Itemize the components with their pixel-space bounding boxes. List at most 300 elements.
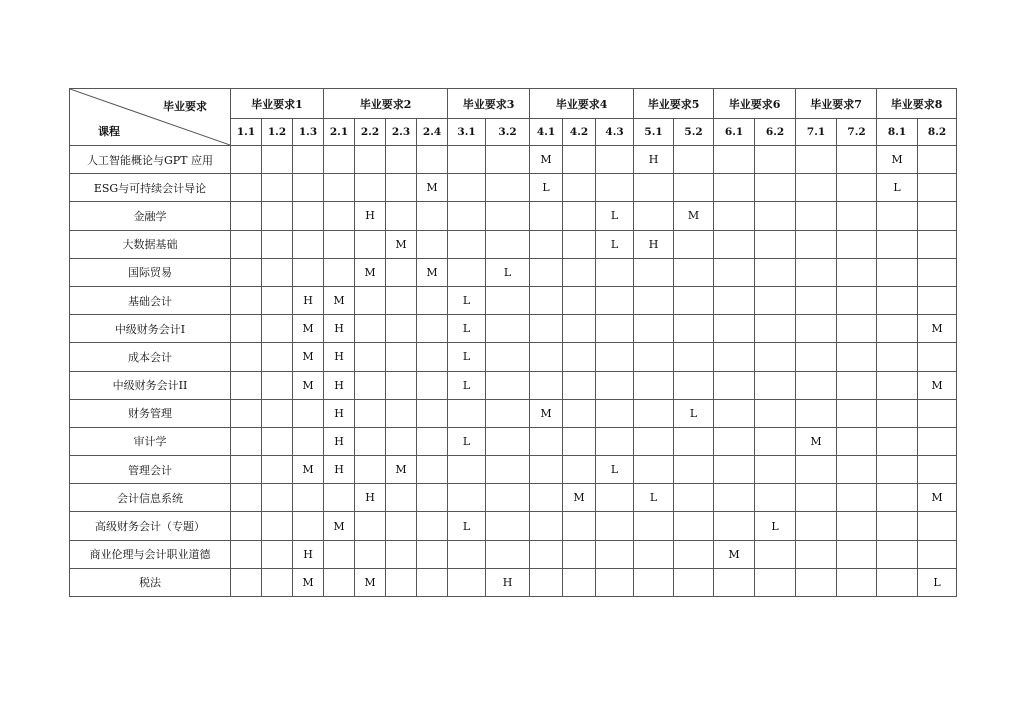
table-row xyxy=(70,343,957,371)
support-level-cell xyxy=(877,512,918,540)
requirement-group-header: 毕业要求2 xyxy=(324,89,448,119)
support-level-cell xyxy=(262,427,293,455)
support-level-cell xyxy=(231,484,262,512)
requirement-group-header: 毕业要求3 xyxy=(448,89,530,119)
support-level-cell xyxy=(262,202,293,230)
support-level-cell xyxy=(714,286,755,314)
support-level-cell: M xyxy=(386,230,417,258)
support-level-cell xyxy=(530,456,563,484)
sub-requirement-header: 2.3 xyxy=(386,119,417,146)
support-level-cell xyxy=(755,456,796,484)
table-row xyxy=(70,371,957,399)
support-level-cell xyxy=(231,202,262,230)
sub-requirement-header: 8.2 xyxy=(918,119,957,146)
support-level-cell xyxy=(324,146,355,174)
support-level-cell xyxy=(877,202,918,230)
sub-requirement-header: 2.4 xyxy=(417,119,448,146)
support-level-cell xyxy=(634,399,674,427)
course-name-cell: 财务管理 xyxy=(70,399,231,427)
support-level-cell: M xyxy=(530,399,563,427)
support-level-cell xyxy=(293,512,324,540)
support-level-cell xyxy=(796,568,837,596)
support-level-cell xyxy=(530,512,563,540)
support-level-cell xyxy=(386,343,417,371)
support-level-cell xyxy=(530,258,563,286)
support-level-cell xyxy=(355,286,386,314)
requirement-group-header: 毕业要求5 xyxy=(634,89,714,119)
support-level-cell xyxy=(877,484,918,512)
support-level-cell xyxy=(755,399,796,427)
support-level-cell xyxy=(417,568,448,596)
support-level-cell xyxy=(293,258,324,286)
support-level-cell xyxy=(293,484,324,512)
support-level-cell xyxy=(796,343,837,371)
support-level-cell xyxy=(262,146,293,174)
support-level-cell xyxy=(486,371,530,399)
support-level-cell xyxy=(293,202,324,230)
support-level-cell xyxy=(796,286,837,314)
support-level-cell xyxy=(262,230,293,258)
support-level-cell xyxy=(293,399,324,427)
support-level-cell xyxy=(634,371,674,399)
support-level-cell xyxy=(634,343,674,371)
support-level-cell xyxy=(262,568,293,596)
support-level-cell xyxy=(796,484,837,512)
support-level-cell xyxy=(355,399,386,427)
support-level-cell xyxy=(324,230,355,258)
support-level-cell xyxy=(563,456,596,484)
support-level-cell: H xyxy=(355,202,386,230)
sub-requirement-header: 6.1 xyxy=(714,119,755,146)
support-level-cell xyxy=(486,146,530,174)
support-level-cell xyxy=(755,568,796,596)
support-level-cell xyxy=(755,427,796,455)
support-level-cell xyxy=(530,371,563,399)
support-level-cell xyxy=(634,512,674,540)
support-level-cell xyxy=(918,540,957,568)
support-level-cell xyxy=(486,286,530,314)
support-level-cell xyxy=(231,343,262,371)
table-row xyxy=(70,258,957,286)
support-level-cell xyxy=(386,315,417,343)
support-level-cell xyxy=(918,230,957,258)
support-level-cell xyxy=(714,230,755,258)
support-level-cell xyxy=(596,512,634,540)
support-level-cell xyxy=(231,399,262,427)
support-level-cell xyxy=(355,343,386,371)
support-level-cell xyxy=(530,343,563,371)
support-level-cell xyxy=(796,315,837,343)
support-level-cell: L xyxy=(674,399,714,427)
support-level-cell xyxy=(417,371,448,399)
support-level-cell xyxy=(674,540,714,568)
support-level-cell xyxy=(448,146,486,174)
support-level-cell xyxy=(674,568,714,596)
support-level-cell: H xyxy=(355,484,386,512)
support-level-cell xyxy=(634,540,674,568)
support-level-cell xyxy=(596,258,634,286)
support-level-cell xyxy=(714,427,755,455)
support-level-cell xyxy=(563,146,596,174)
course-name-cell: 税法 xyxy=(70,568,231,596)
support-level-cell: H xyxy=(324,456,355,484)
course-name-cell: 中级财务会计II xyxy=(70,371,231,399)
course-axis-label: 课程 xyxy=(98,125,120,138)
support-level-cell xyxy=(918,258,957,286)
support-level-cell xyxy=(486,315,530,343)
support-level-cell xyxy=(386,202,417,230)
support-level-cell: M xyxy=(918,484,957,512)
support-level-cell: L xyxy=(448,427,486,455)
support-level-cell xyxy=(231,456,262,484)
sub-requirement-header: 3.1 xyxy=(448,119,486,146)
table-row xyxy=(70,399,957,427)
support-level-cell xyxy=(714,174,755,202)
support-level-cell xyxy=(918,146,957,174)
support-level-cell xyxy=(563,371,596,399)
support-level-cell xyxy=(486,399,530,427)
support-level-cell xyxy=(563,286,596,314)
support-level-cell xyxy=(448,202,486,230)
support-level-cell xyxy=(448,230,486,258)
support-level-cell xyxy=(231,174,262,202)
support-level-cell: M xyxy=(417,258,448,286)
support-level-cell: M xyxy=(918,315,957,343)
support-level-cell: L xyxy=(596,456,634,484)
support-level-cell xyxy=(448,484,486,512)
support-level-cell: M xyxy=(293,371,324,399)
requirement-group-header: 毕业要求6 xyxy=(714,89,796,119)
support-level-cell: H xyxy=(293,540,324,568)
support-level-cell xyxy=(448,568,486,596)
support-level-cell xyxy=(231,258,262,286)
support-level-cell xyxy=(596,146,634,174)
support-level-cell xyxy=(634,258,674,286)
support-level-cell xyxy=(674,315,714,343)
support-level-cell xyxy=(417,315,448,343)
support-level-cell xyxy=(918,456,957,484)
support-level-cell xyxy=(486,343,530,371)
course-name-cell: 管理会计 xyxy=(70,456,231,484)
support-level-cell xyxy=(796,456,837,484)
support-level-cell xyxy=(448,456,486,484)
support-level-cell xyxy=(486,427,530,455)
support-level-cell xyxy=(324,568,355,596)
support-level-cell xyxy=(231,427,262,455)
support-level-cell xyxy=(796,371,837,399)
support-level-cell xyxy=(674,484,714,512)
support-level-cell xyxy=(837,230,877,258)
support-level-cell xyxy=(877,286,918,314)
support-level-cell xyxy=(918,202,957,230)
support-level-cell: H xyxy=(324,399,355,427)
support-level-cell: L xyxy=(486,258,530,286)
support-level-cell xyxy=(262,343,293,371)
support-level-cell: M xyxy=(355,568,386,596)
support-level-cell xyxy=(386,146,417,174)
support-level-cell xyxy=(674,512,714,540)
support-level-cell: L xyxy=(448,286,486,314)
course-name-cell: 大数据基础 xyxy=(70,230,231,258)
support-level-cell xyxy=(714,258,755,286)
support-level-cell: L xyxy=(918,568,957,596)
support-level-cell xyxy=(674,343,714,371)
support-level-cell xyxy=(448,540,486,568)
support-level-cell xyxy=(386,174,417,202)
support-level-cell xyxy=(837,568,877,596)
table-row xyxy=(70,315,957,343)
support-level-cell xyxy=(918,286,957,314)
support-level-cell: M xyxy=(386,456,417,484)
support-level-cell xyxy=(796,202,837,230)
support-level-cell xyxy=(417,540,448,568)
support-level-cell xyxy=(355,427,386,455)
support-level-cell xyxy=(355,512,386,540)
support-level-cell xyxy=(674,371,714,399)
support-level-cell xyxy=(837,512,877,540)
table-row xyxy=(70,456,957,484)
support-level-cell xyxy=(486,540,530,568)
support-level-cell xyxy=(231,512,262,540)
support-level-cell: M xyxy=(918,371,957,399)
table-row xyxy=(70,146,957,174)
support-level-cell xyxy=(634,286,674,314)
support-level-cell xyxy=(262,540,293,568)
support-level-cell xyxy=(918,399,957,427)
support-level-cell xyxy=(355,456,386,484)
support-level-cell xyxy=(417,456,448,484)
support-level-cell xyxy=(918,343,957,371)
support-level-cell xyxy=(877,343,918,371)
support-level-cell xyxy=(231,568,262,596)
support-level-cell xyxy=(293,427,324,455)
support-level-cell xyxy=(563,540,596,568)
support-level-cell xyxy=(674,146,714,174)
support-level-cell xyxy=(634,568,674,596)
support-level-cell: M xyxy=(796,427,837,455)
course-name-cell: 会计信息系统 xyxy=(70,484,231,512)
support-level-cell xyxy=(714,399,755,427)
course-name-cell: 审计学 xyxy=(70,427,231,455)
support-level-cell xyxy=(837,484,877,512)
support-level-cell xyxy=(386,399,417,427)
support-level-cell xyxy=(674,174,714,202)
support-level-cell: M xyxy=(293,343,324,371)
course-name-cell: 商业伦理与会计职业道德 xyxy=(70,540,231,568)
table-row xyxy=(70,230,957,258)
support-level-cell xyxy=(530,202,563,230)
support-level-cell xyxy=(563,568,596,596)
support-level-cell xyxy=(262,484,293,512)
course-name-cell: 人工智能概论与GPT 应用 xyxy=(70,146,231,174)
support-level-cell xyxy=(386,568,417,596)
support-level-cell xyxy=(714,202,755,230)
support-level-cell xyxy=(877,399,918,427)
support-level-cell xyxy=(563,343,596,371)
sub-requirement-header: 1.2 xyxy=(262,119,293,146)
support-level-cell: M xyxy=(563,484,596,512)
sub-requirement-header: 3.2 xyxy=(486,119,530,146)
support-level-cell xyxy=(714,568,755,596)
support-level-cell: L xyxy=(448,315,486,343)
support-level-cell xyxy=(596,174,634,202)
support-level-cell xyxy=(231,230,262,258)
support-level-cell xyxy=(837,427,877,455)
support-level-cell xyxy=(448,258,486,286)
support-level-cell: M xyxy=(293,568,324,596)
support-level-cell xyxy=(355,146,386,174)
table-row xyxy=(70,540,957,568)
support-level-cell xyxy=(837,146,877,174)
support-level-cell xyxy=(417,484,448,512)
support-level-cell xyxy=(355,174,386,202)
support-level-cell xyxy=(293,230,324,258)
support-level-cell xyxy=(877,427,918,455)
support-level-cell xyxy=(714,371,755,399)
support-level-cell xyxy=(837,286,877,314)
support-level-cell xyxy=(837,258,877,286)
support-level-cell xyxy=(417,286,448,314)
support-level-cell xyxy=(714,484,755,512)
support-level-cell xyxy=(417,343,448,371)
support-level-cell xyxy=(262,456,293,484)
course-name-cell: 成本会计 xyxy=(70,343,231,371)
support-level-cell xyxy=(796,512,837,540)
support-level-cell: M xyxy=(530,146,563,174)
support-level-cell xyxy=(530,286,563,314)
support-level-cell xyxy=(262,258,293,286)
support-level-cell xyxy=(417,399,448,427)
support-level-cell xyxy=(262,399,293,427)
support-level-cell: H xyxy=(324,371,355,399)
support-level-cell xyxy=(293,146,324,174)
sub-requirement-header: 1.3 xyxy=(293,119,324,146)
support-level-cell: L xyxy=(634,484,674,512)
course-name-cell: ESG与可持续会计导论 xyxy=(70,174,231,202)
support-level-cell xyxy=(596,343,634,371)
support-level-cell: H xyxy=(634,146,674,174)
support-level-cell xyxy=(563,258,596,286)
table-row xyxy=(70,286,957,314)
sub-requirement-header: 2.1 xyxy=(324,119,355,146)
support-level-cell: L xyxy=(877,174,918,202)
support-level-cell xyxy=(417,202,448,230)
support-level-cell xyxy=(262,315,293,343)
support-level-cell: M xyxy=(355,258,386,286)
support-level-cell: H xyxy=(293,286,324,314)
support-level-cell xyxy=(417,427,448,455)
support-level-cell xyxy=(634,456,674,484)
support-level-cell xyxy=(231,371,262,399)
support-level-cell xyxy=(796,230,837,258)
support-level-cell xyxy=(596,286,634,314)
sub-requirement-header: 5.2 xyxy=(674,119,714,146)
sub-requirement-header: 4.2 xyxy=(563,119,596,146)
support-level-cell xyxy=(918,512,957,540)
support-level-cell xyxy=(755,286,796,314)
support-level-cell xyxy=(796,146,837,174)
support-level-cell xyxy=(596,371,634,399)
support-level-cell xyxy=(448,174,486,202)
support-level-cell: H xyxy=(324,315,355,343)
support-level-cell xyxy=(877,315,918,343)
support-level-cell xyxy=(837,174,877,202)
sub-requirement-header: 4.1 xyxy=(530,119,563,146)
support-level-cell xyxy=(796,540,837,568)
corner-header-cell xyxy=(70,89,231,146)
requirement-group-header: 毕业要求7 xyxy=(796,89,877,119)
support-level-cell xyxy=(755,146,796,174)
support-level-cell xyxy=(355,371,386,399)
support-level-cell xyxy=(837,202,877,230)
support-level-cell xyxy=(837,343,877,371)
support-level-cell xyxy=(355,230,386,258)
support-level-cell: L xyxy=(448,371,486,399)
support-level-cell: L xyxy=(448,343,486,371)
support-level-cell xyxy=(877,230,918,258)
support-level-cell xyxy=(918,174,957,202)
support-level-cell xyxy=(293,174,324,202)
support-level-cell xyxy=(837,371,877,399)
support-level-cell xyxy=(837,399,877,427)
table-row xyxy=(70,174,957,202)
support-level-cell xyxy=(262,371,293,399)
support-level-cell xyxy=(530,427,563,455)
course-requirement-matrix xyxy=(69,88,957,597)
support-level-cell xyxy=(674,258,714,286)
support-level-cell xyxy=(231,286,262,314)
support-level-cell xyxy=(634,174,674,202)
support-level-cell xyxy=(486,202,530,230)
support-level-cell xyxy=(755,343,796,371)
support-level-cell: H xyxy=(486,568,530,596)
support-level-cell xyxy=(596,484,634,512)
support-level-cell: M xyxy=(324,286,355,314)
support-level-cell xyxy=(417,230,448,258)
course-name-cell: 高级财务会计（专题） xyxy=(70,512,231,540)
support-level-cell xyxy=(231,315,262,343)
support-level-cell xyxy=(563,202,596,230)
support-level-cell xyxy=(386,258,417,286)
support-level-cell xyxy=(596,568,634,596)
support-level-cell xyxy=(486,230,530,258)
table-row xyxy=(70,427,957,455)
support-level-cell: L xyxy=(596,202,634,230)
support-level-cell xyxy=(386,371,417,399)
support-level-cell xyxy=(755,230,796,258)
support-level-cell xyxy=(877,258,918,286)
course-name-cell: 中级财务会计I xyxy=(70,315,231,343)
support-level-cell xyxy=(231,146,262,174)
table-row xyxy=(70,484,957,512)
support-level-cell xyxy=(714,315,755,343)
support-level-cell xyxy=(755,540,796,568)
support-level-cell xyxy=(674,456,714,484)
sub-requirement-header: 2.2 xyxy=(355,119,386,146)
support-level-cell xyxy=(796,399,837,427)
support-level-cell xyxy=(231,540,262,568)
support-level-cell: L xyxy=(755,512,796,540)
support-level-cell: M xyxy=(293,315,324,343)
support-level-cell xyxy=(417,512,448,540)
support-level-cell xyxy=(596,540,634,568)
requirement-group-header: 毕业要求4 xyxy=(530,89,634,119)
support-level-cell xyxy=(386,286,417,314)
support-level-cell: H xyxy=(324,343,355,371)
sub-requirement-header: 4.3 xyxy=(596,119,634,146)
table-row xyxy=(70,512,957,540)
support-level-cell: M xyxy=(714,540,755,568)
